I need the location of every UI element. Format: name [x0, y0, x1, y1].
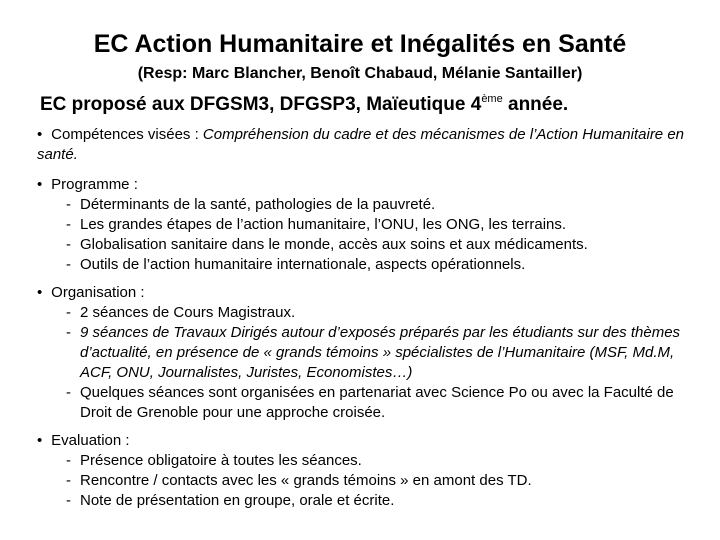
competences-label: Compétences visées : — [51, 126, 203, 143]
evaluation-heading — [37, 431, 687, 451]
list-item: - Rencontre / contacts avec les « grands témoins » en amont des TD. — [66, 472, 532, 489]
list-item: - Présence obligatoire à toutes les séances. — [66, 452, 362, 469]
organisation-list — [37, 303, 687, 423]
section-programme — [37, 175, 687, 275]
competences-text: Compréhension du cadre et des mécanismes de l’Action Humanitaire en santé. — [37, 126, 685, 163]
bullet-icon: • — [37, 284, 43, 301]
list-item: - Globalisation sanitaire dans le monde, accès aux soins et aux médicaments. — [66, 236, 588, 253]
ec-line-superscript: ème — [481, 93, 503, 105]
dash-icon: - — [66, 216, 71, 233]
section-evaluation — [37, 431, 687, 511]
list-item: - Les grandes étapes de l’action humanitaire, l’ONU, les ONG, les terrains. — [66, 216, 567, 233]
slide-subtitle: (Resp: Marc Blancher, Benoît Chabaud, Mélanie Santailler) — [137, 65, 583, 82]
dash-icon: - — [66, 452, 71, 469]
dash-icon: - — [66, 492, 71, 509]
organisation-heading — [37, 283, 687, 303]
programme-heading — [37, 175, 687, 195]
ec-line-suffix: année. — [502, 94, 569, 115]
programme-list — [37, 195, 687, 275]
ec-line-prefix: EC proposé aux DFGSM3, DFGSP3, Maïeutique 4 — [40, 94, 482, 115]
dash-icon: - — [66, 472, 71, 489]
dash-icon: - — [66, 236, 71, 253]
bullet-icon: • — [37, 432, 43, 449]
organisation-label: Organisation : — [51, 284, 145, 301]
list-item: - Quelques séances sont organisées en partenariat avec Science Po ou avec la Faculté de Droit de Grenoble pour une approche croisée. — [66, 384, 674, 421]
list-item: - Déterminants de la santé, pathologies de la pauvreté. — [66, 196, 436, 213]
programme-label: Programme : — [51, 176, 138, 193]
list-item: - Note de présentation en groupe, orale et écrite. — [66, 492, 395, 509]
bullet-icon: • — [37, 126, 43, 143]
ec-proposition-line — [40, 93, 680, 117]
evaluation-list — [37, 451, 687, 511]
dash-icon: - — [66, 384, 71, 401]
dash-icon: - — [66, 256, 71, 273]
dash-icon: - — [66, 304, 71, 321]
list-item: - 9 séances de Travaux Dirigés autour d’exposés préparés par les étudiants sur des thèmes d’actualité, en présence de « grands témoins » spécialistes de l’Humanitaire (MSF, Md.M, ACF, ONU, Journalistes, Juristes, Economistes…) — [66, 324, 681, 381]
bullet-icon: • — [37, 176, 43, 193]
evaluation-label: Evaluation : — [51, 432, 130, 449]
section-competences — [37, 125, 687, 165]
competences-heading — [37, 125, 687, 165]
list-item: - 2 séances de Cours Magistraux. — [66, 304, 296, 321]
dash-icon: - — [66, 324, 71, 341]
section-organisation — [37, 283, 687, 423]
slide-title: EC Action Humanitaire et Inégalités en Santé — [93, 30, 627, 58]
dash-icon: - — [66, 196, 71, 213]
slide-content — [37, 125, 687, 519]
list-item: - Outils de l’action humanitaire internationale, aspects opérationnels. — [66, 256, 526, 273]
